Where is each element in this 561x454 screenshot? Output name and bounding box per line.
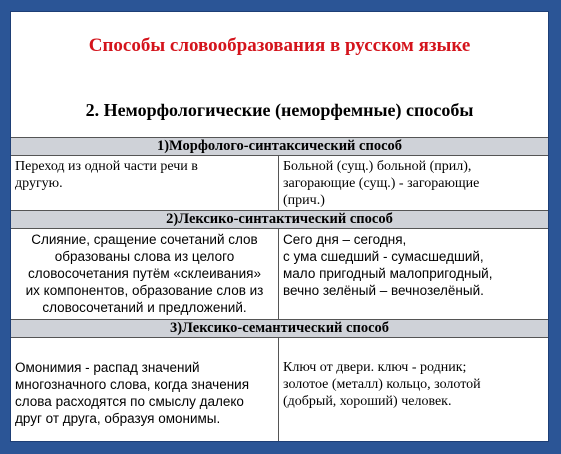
text-line: Больной (сущ.) больной (прил), (283, 159, 472, 174)
text-line: (добрый, хороший) человек. (283, 394, 452, 409)
text-line: мало пригодный малопригодный, (283, 266, 493, 281)
text-line: словосочетания путём «склеивания» (28, 266, 261, 281)
text-line: золотое (металл) кольцо, золотой (283, 377, 481, 392)
section-2-examples (279, 229, 548, 319)
section-3-description (11, 338, 279, 441)
section-3-examples (279, 338, 548, 441)
section-1-description (11, 156, 279, 210)
text-line: Ключ от двери. ключ - родник; (283, 360, 467, 375)
text-line: Омонимия - распад значений (15, 360, 200, 375)
text-line: другую. (15, 176, 63, 191)
text-line: вечно зелёный – вечнозелёный. (283, 283, 484, 298)
section-1-examples (279, 156, 548, 210)
section-3-heading: 3)Лексико-семантический способ (11, 319, 548, 338)
text-line: загорающие (сущ.) - загорающие (283, 176, 480, 191)
methods-table (11, 137, 548, 441)
page-subtitle: 2. Неморфологические (неморфемные) способы (85, 100, 474, 120)
text-line: Переход из одной части речи в (15, 159, 198, 174)
section-2-row (11, 229, 548, 319)
text-line: образованы слова из целого (54, 249, 235, 264)
text-line: друг от друга, образуя омонимы. (15, 411, 221, 426)
text-line: с ума сшедший - сумасшедший, (283, 249, 484, 264)
page-title: Способы словообразования в русском языке (88, 35, 471, 56)
text-line: (прич.) (283, 193, 325, 208)
slide-sheet (10, 11, 549, 442)
section-2-description (11, 229, 279, 319)
section-2-heading: 2)Лексико-синтактический способ (11, 210, 548, 229)
text-line: слова расходятся по смыслу далеко (15, 394, 244, 409)
section-1-heading: 1)Морфолого-синтаксический способ (11, 137, 548, 156)
section-3-row (11, 338, 548, 441)
text-line: многозначного слова, когда значения (15, 377, 250, 392)
text-line: Слияние, сращение сочетаний слов (31, 232, 258, 247)
text-line: их компонентов, образование слов из (25, 283, 264, 298)
text-line: словосочетаний и предложений. (42, 300, 247, 315)
text-line: Сего дня – сегодня, (283, 232, 407, 247)
section-1-row (11, 156, 548, 210)
